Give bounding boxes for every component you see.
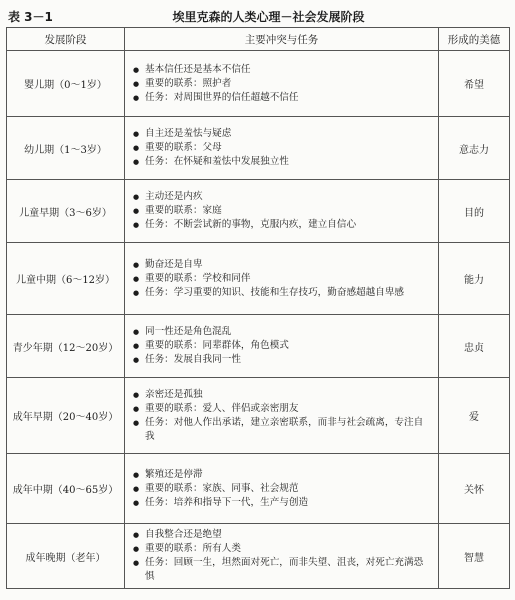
stage-cell: 幼儿期（1～3岁） <box>7 117 125 180</box>
stage-cell: 儿童早期（3～6岁） <box>7 180 125 243</box>
stage-cell: 青少年期（12～20岁） <box>7 315 125 378</box>
bullet-item: ● 任务：回顾一生，坦然面对死亡，而非失望、沮丧，对死亡充满恐惧 <box>133 556 432 584</box>
header-conflict: 主要冲突与任务 <box>125 28 439 51</box>
table-title: 埃里克森的人类心理－社会发展阶段 <box>172 10 365 24</box>
conflict-task-cell <box>125 243 439 315</box>
conflict-task-cell <box>125 51 439 117</box>
bullet-item: ● 重要的联系：父母 <box>133 141 432 155</box>
bullet-item: ● 重要的联系：所有人类 <box>133 542 432 556</box>
bullet-item: ● 任务：学习重要的知识、技能和生存技巧，勤奋感超越自卑感 <box>133 286 432 300</box>
table-row <box>7 51 510 117</box>
bullet-item: ● 繁殖还是停滞 <box>133 468 432 482</box>
table-number: 表 3－1 <box>8 10 53 24</box>
stage-cell: 成年早期（20～40岁） <box>7 378 125 454</box>
table-row <box>7 180 510 243</box>
conflict-task-cell <box>125 180 439 243</box>
bullet-item: ● 重要的联系：爱人、伴侣或亲密朋友 <box>133 402 432 416</box>
virtue-cell: 目的 <box>439 180 510 243</box>
virtue-cell: 意志力 <box>439 117 510 180</box>
table-header-row <box>7 28 510 51</box>
conflict-task-cell <box>125 315 439 378</box>
stage-cell: 儿童中期（6～12岁） <box>7 243 125 315</box>
conflict-task-cell <box>125 117 439 180</box>
stage-cell: 成年晚期（老年） <box>7 524 125 589</box>
bullet-item: ● 自主还是羞怯与疑虑 <box>133 127 432 141</box>
bullet-list <box>125 384 438 448</box>
virtue-cell: 智慧 <box>439 524 510 589</box>
table-row <box>7 243 510 315</box>
table-header <box>6 4 511 26</box>
table-row <box>7 524 510 589</box>
table-row <box>7 378 510 454</box>
conflict-task-cell <box>125 454 439 524</box>
bullet-list <box>125 254 438 304</box>
bullet-list <box>125 524 438 588</box>
bullet-item: ● 主动还是内疚 <box>133 190 432 204</box>
bullet-item: ● 重要的联系：学校和同伴 <box>133 272 432 286</box>
table-row <box>7 315 510 378</box>
table-row <box>7 117 510 180</box>
virtue-cell: 关怀 <box>439 454 510 524</box>
stages-table <box>6 27 510 589</box>
virtue-cell: 爱 <box>439 378 510 454</box>
bullet-item: ● 任务：对他人作出承诺，建立亲密联系，而非与社会疏离，专注自我 <box>133 416 432 444</box>
bullet-item: ● 基本信任还是基本不信任 <box>133 63 432 77</box>
bullet-list <box>125 464 438 514</box>
bullet-list <box>125 123 438 173</box>
bullet-item: ● 自我整合还是绝望 <box>133 528 432 542</box>
table-row <box>7 454 510 524</box>
bullet-item: ● 重要的联系：家庭 <box>133 204 432 218</box>
virtue-cell: 忠贞 <box>439 315 510 378</box>
bullet-item: ● 任务：发展自我同一性 <box>133 353 432 367</box>
bullet-item: ● 任务：不断尝试新的事物，克服内疚，建立自信心 <box>133 218 432 232</box>
conflict-task-cell <box>125 378 439 454</box>
bullet-item: ● 重要的联系：家族、同事、社会规范 <box>133 482 432 496</box>
bullet-item: ● 同一性还是角色混乱 <box>133 325 432 339</box>
bullet-list <box>125 59 438 109</box>
virtue-cell: 希望 <box>439 51 510 117</box>
bullet-list <box>125 186 438 236</box>
stage-cell: 婴儿期（0～1岁） <box>7 51 125 117</box>
bullet-item: ● 重要的联系：照护者 <box>133 77 432 91</box>
bullet-item: ● 亲密还是孤独 <box>133 388 432 402</box>
header-stage: 发展阶段 <box>7 28 125 51</box>
stage-cell: 成年中期（40～65岁） <box>7 454 125 524</box>
conflict-task-cell <box>125 524 439 589</box>
bullet-item: ● 勤奋还是自卑 <box>133 258 432 272</box>
bullet-item: ● 任务：培养和指导下一代，生产与创造 <box>133 496 432 510</box>
bullet-item: ● 重要的联系：同辈群体，角色模式 <box>133 339 432 353</box>
header-virtue: 形成的美德 <box>439 28 510 51</box>
bullet-item: ● 任务：在怀疑和羞怯中发展独立性 <box>133 155 432 169</box>
bullet-item: ● 任务：对周围世界的信任超越不信任 <box>133 91 432 105</box>
virtue-cell: 能力 <box>439 243 510 315</box>
bullet-list <box>125 321 438 371</box>
